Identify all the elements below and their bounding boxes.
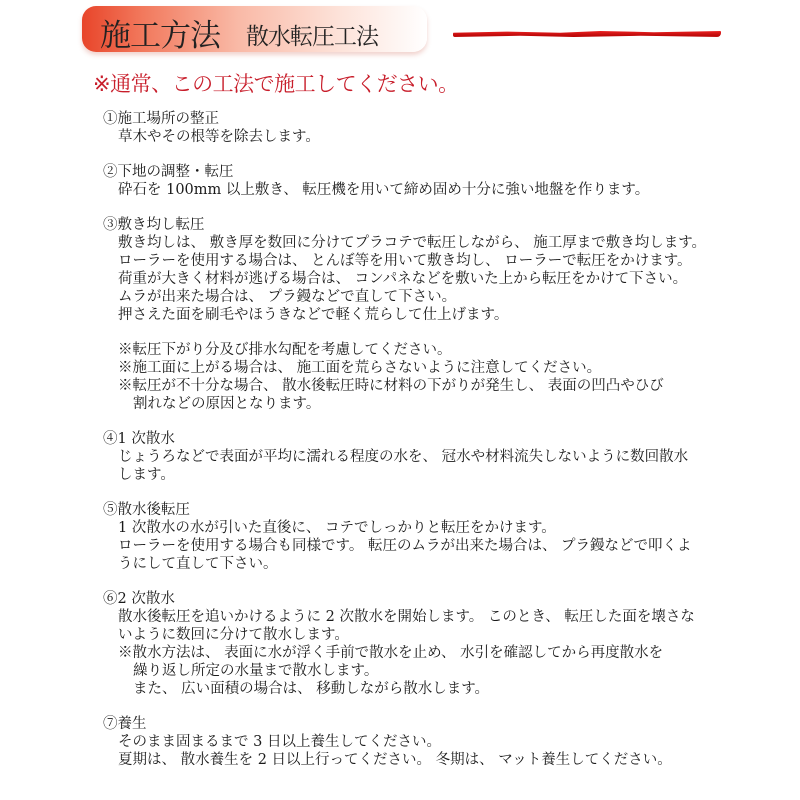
section-5 xyxy=(103,501,723,573)
section-note: また、 広い面積の場合は、 移動しながら散水します。 xyxy=(133,681,490,697)
section-line: そのまま固まるまで 3 日以上養生してください。 xyxy=(118,734,441,750)
section-title: ①施工場所の整正 xyxy=(103,111,219,127)
page-subtitle: 散水転圧工法 xyxy=(246,24,378,50)
spacer xyxy=(103,324,723,341)
section-line: 草木やその根等を除去します。 xyxy=(118,129,320,145)
notice-text: ※通常、この工法で施工してください。 xyxy=(93,72,459,96)
section-line: 荷重が大きく材料が逃げる場合は、 コンパネなどを敷いた上から転圧をかけて下さい。 xyxy=(118,271,688,287)
page-title: 施工方法 xyxy=(100,18,220,54)
decorative-red-line xyxy=(453,31,721,37)
section-title: ④1 次散水 xyxy=(103,431,175,447)
section-4 xyxy=(103,430,723,484)
section-title: ⑥2 次散水 xyxy=(103,591,175,607)
section-line: 砕石を 100mm 以上敷き、 転圧機を用いて締め固め十分に強い地盤を作ります。 xyxy=(118,182,650,198)
section-1 xyxy=(103,110,723,146)
section-title: ⑤散水後転圧 xyxy=(103,502,190,518)
section-line: いように数回に分けて散水します。 xyxy=(118,627,349,643)
section-3 xyxy=(103,216,723,413)
section-note: ※散水方法は、 表面に水が浮く手前で散水を止め、 水引を確認してから再度散水を xyxy=(118,645,664,661)
section-line: 夏期は、 散水養生を 2 日以上行ってください。 冬期は、 マット養生してください。 xyxy=(118,752,672,768)
section-6 xyxy=(103,590,723,698)
section-line: 散水後転圧を追いかけるように 2 次散水を開始します。 このとき、 転圧した面を壊さな xyxy=(118,609,695,625)
section-note: ※転圧下がり分及び排水勾配を考慮してください。 xyxy=(118,342,452,358)
section-title: ②下地の調整・転圧 xyxy=(103,164,234,180)
section-note: 割れなどの原因となります。 xyxy=(133,396,321,412)
section-note: ※転圧が不十分な場合、 散水後転圧時に材料の下がりが発生し、 表面の凹凸やひび xyxy=(118,378,664,394)
section-7 xyxy=(103,715,723,769)
section-line: ムラが出来た場合は、 プラ鏝などで直して下さい。 xyxy=(118,289,457,305)
section-line: 敷き均しは、 敷き厚を数回に分けてプラコテで転圧しながら、 施工厚まで敷き均します。 xyxy=(118,235,707,251)
section-title: ③敷き均し転圧 xyxy=(103,217,205,233)
section-line: 押さえた面を刷毛やほうきなどで軽く荒らして仕上げます。 xyxy=(118,307,509,323)
section-line: します。 xyxy=(118,467,175,483)
section-line: 1 次散水の水が引いた直後に、 コテでしっかりと転圧をかけます。 xyxy=(118,520,556,536)
section-line: ローラーを使用する場合は、 とんぼ等を用いて敷き均し、 ローラーで転圧をかけます。 xyxy=(118,253,692,269)
section-line: じょうろなどで表面が平均に濡れる程度の水を、 冠水や材料流失しないように数回散水 xyxy=(118,449,689,465)
section-note: ※施工面に上がる場合は、 施工面を荒らさないように注意してください。 xyxy=(118,360,602,376)
section-line: うにして直して下さい。 xyxy=(118,556,278,572)
section-2 xyxy=(103,163,723,199)
instructions-body xyxy=(103,110,723,786)
section-title: ⑦養生 xyxy=(103,716,147,732)
section-line: ローラーを使用する場合も同様です。 転圧のムラが出来た場合は、 プラ鏝などで叩くよ xyxy=(118,538,692,554)
section-note: 繰り返し所定の水量まで散水します。 xyxy=(133,663,379,679)
